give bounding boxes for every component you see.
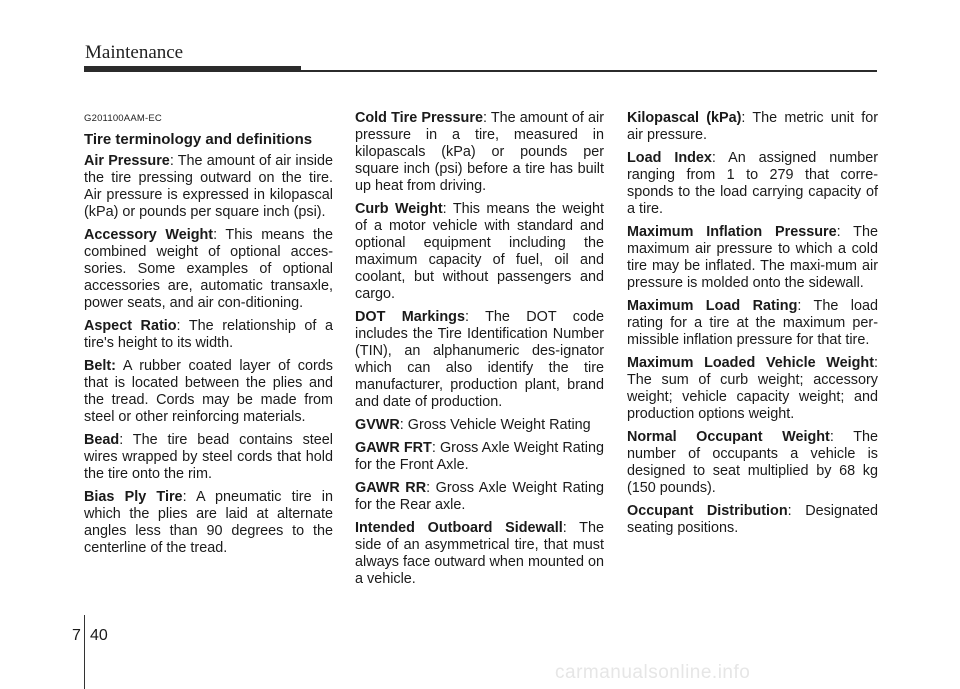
- definition-text: The amount of air pressure in a tire, measured in kilopascals (kPa) or pounds per square inch (psi) before a tire has built up heat from driving.: [355, 110, 604, 194]
- definition-entry: [355, 110, 604, 195]
- definition-text: An assigned number ranging from 1 to 279 that corre-sponds to the load carrying capacity of a tire.: [627, 150, 879, 217]
- chapter-number: 7: [72, 627, 81, 644]
- definition-entry: [627, 298, 878, 349]
- definition-text: Gross Vehicle Weight Rating: [407, 417, 591, 433]
- definition-entry: [627, 224, 878, 292]
- definition-term: Air Pressure: [84, 153, 170, 169]
- text-column-2: [355, 110, 604, 594]
- entries-column-1: [84, 153, 333, 557]
- entries-column-3: [627, 110, 878, 537]
- term-separator: :: [182, 489, 196, 505]
- definition-term: Maximum Loaded Vehicle Weight: [627, 355, 874, 371]
- definition-entry: [84, 432, 333, 483]
- definition-term: GAWR FRT: [355, 440, 432, 456]
- definition-entry: [84, 318, 333, 352]
- definition-term: Maximum Load Rating: [627, 298, 798, 314]
- footer-divider: [84, 615, 85, 689]
- text-column-1: [84, 110, 333, 563]
- definition-term: Accessory Weight: [84, 227, 214, 243]
- definition-term: Curb Weight: [355, 201, 443, 217]
- term-separator: :: [431, 440, 440, 456]
- definition-entry: [627, 429, 878, 497]
- definition-term: GAWR RR: [355, 480, 427, 496]
- definition-text: The metric unit for air pressure.: [627, 110, 879, 143]
- term-separator: :: [797, 298, 814, 314]
- definition-text: The DOT code includes the Tire Identification Number (TIN), an alphanumeric des-ignator which can also identify the tire manufacturer, production plant, brand and date of production.: [355, 309, 604, 410]
- definition-term: Occupant Distribution: [627, 503, 788, 519]
- definition-entry: [355, 417, 604, 434]
- term-separator: :: [119, 432, 133, 448]
- definition-term: Normal Occupant Weight: [627, 429, 830, 445]
- definition-entry: [84, 489, 333, 557]
- header-rule-thin: [301, 70, 877, 72]
- term-separator: :: [787, 503, 806, 519]
- definition-term: Bead: [84, 432, 120, 448]
- page-number: 40: [90, 627, 108, 644]
- definition-entry: [627, 110, 878, 144]
- definition-text: The load rating for a tire at the maximum per-missible inflation pressure for that tire.: [627, 298, 878, 348]
- section-title: Tire terminology and definitions: [84, 131, 313, 148]
- definition-entry: [355, 201, 604, 303]
- term-separator: :: [399, 417, 408, 433]
- definition-text: A pneumatic tire in which the plies are laid at alternate angles less than 90 degrees to the centerline of the tread.: [84, 489, 334, 556]
- definition-entry: [627, 150, 878, 218]
- definition-term: DOT Markings: [355, 309, 465, 325]
- definition-text: The number of occupants a vehicle is designed to seat multiplied by 68 kg (150 pounds).: [627, 429, 878, 496]
- term-separator: :: [169, 153, 178, 169]
- term-separator: :: [482, 110, 491, 126]
- term-separator: :: [741, 110, 753, 126]
- definition-entry: [627, 355, 878, 423]
- definition-text: This means the combined weight of optional acces-sories. Some examples of optional accessories are, automatic transaxle, power seats, and air con-ditioning.: [84, 227, 333, 311]
- definition-entry: [84, 153, 333, 221]
- definition-entry: [355, 520, 604, 588]
- term-separator: :: [464, 309, 486, 325]
- definition-term: Intended Outboard Sidewall: [355, 520, 563, 536]
- page-header-title: Maintenance: [85, 42, 184, 63]
- definition-text: This means the weight of a motor vehicle with standard and optional equipment including the maximum capacity of fuel, oil and coolant, but without passengers and cargo.: [355, 201, 604, 302]
- definition-entry: [84, 358, 333, 426]
- term-separator: :: [711, 150, 729, 166]
- section-code: G201100AAM-EC: [84, 113, 162, 124]
- definition-term: Kilopascal (kPa): [627, 110, 742, 126]
- definition-term: Load Index: [627, 150, 712, 166]
- definition-term: Cold Tire Pressure: [355, 110, 483, 126]
- definition-entry: [355, 440, 604, 474]
- definition-text: The amount of air inside the tire pressing outward on the tire. Air pressure is expressed in kilopascal (kPa) or pounds per square inch (psi).: [84, 153, 333, 220]
- definition-term: Belt:: [84, 358, 116, 374]
- term-separator: [116, 358, 123, 374]
- entries-column-2: [355, 110, 604, 588]
- term-separator: :: [829, 429, 854, 445]
- term-separator: :: [442, 201, 453, 217]
- definition-entry: [84, 227, 333, 312]
- definition-text: The tire bead contains steel wires wrapped by steel cords that hold the tire onto the rim.: [84, 432, 333, 482]
- definition-entry: [627, 503, 878, 537]
- definition-text: The side of an asymmetrical tire, that must always face outward when mounted on a vehicle.: [355, 520, 604, 587]
- definition-term: Aspect Ratio: [84, 318, 177, 334]
- definition-text: Gross Axle Weight Rating for the Front Axle.: [355, 440, 604, 473]
- term-separator: :: [426, 480, 436, 496]
- watermark: carmanualsonline.info: [555, 662, 751, 683]
- term-separator: :: [562, 520, 580, 536]
- definition-text: Gross Axle Weight Rating for the Rear axle.: [355, 480, 604, 513]
- header-rule-thick: [84, 66, 301, 72]
- definition-text: The relationship of a tire's height to its width.: [84, 318, 333, 351]
- text-column-3: [627, 110, 878, 543]
- definition-term: GVWR: [355, 417, 400, 433]
- definition-text: Designated seating positions.: [627, 503, 879, 536]
- definition-entry: [355, 480, 604, 514]
- definition-text: The sum of curb weight; accessory weight; vehicle capacity weight; and production options weight.: [627, 372, 878, 422]
- term-separator: :: [836, 224, 854, 240]
- term-separator: :: [213, 227, 226, 243]
- term-separator: :: [176, 318, 189, 334]
- definition-term: Bias Ply Tire: [84, 489, 183, 505]
- definition-entry: [355, 309, 604, 411]
- definition-text: The maximum air pressure to which a cold tire may be inflated. The maxi-mum air pressure is molded onto the sidewall.: [627, 224, 878, 291]
- definition-text: A rubber coated layer of cords that is located between the plies and the tread. Cords may be made from steel or other reinforcing materials.: [84, 358, 333, 425]
- term-separator: :: [874, 355, 878, 371]
- definition-term: Maximum Inflation Pressure: [627, 224, 837, 240]
